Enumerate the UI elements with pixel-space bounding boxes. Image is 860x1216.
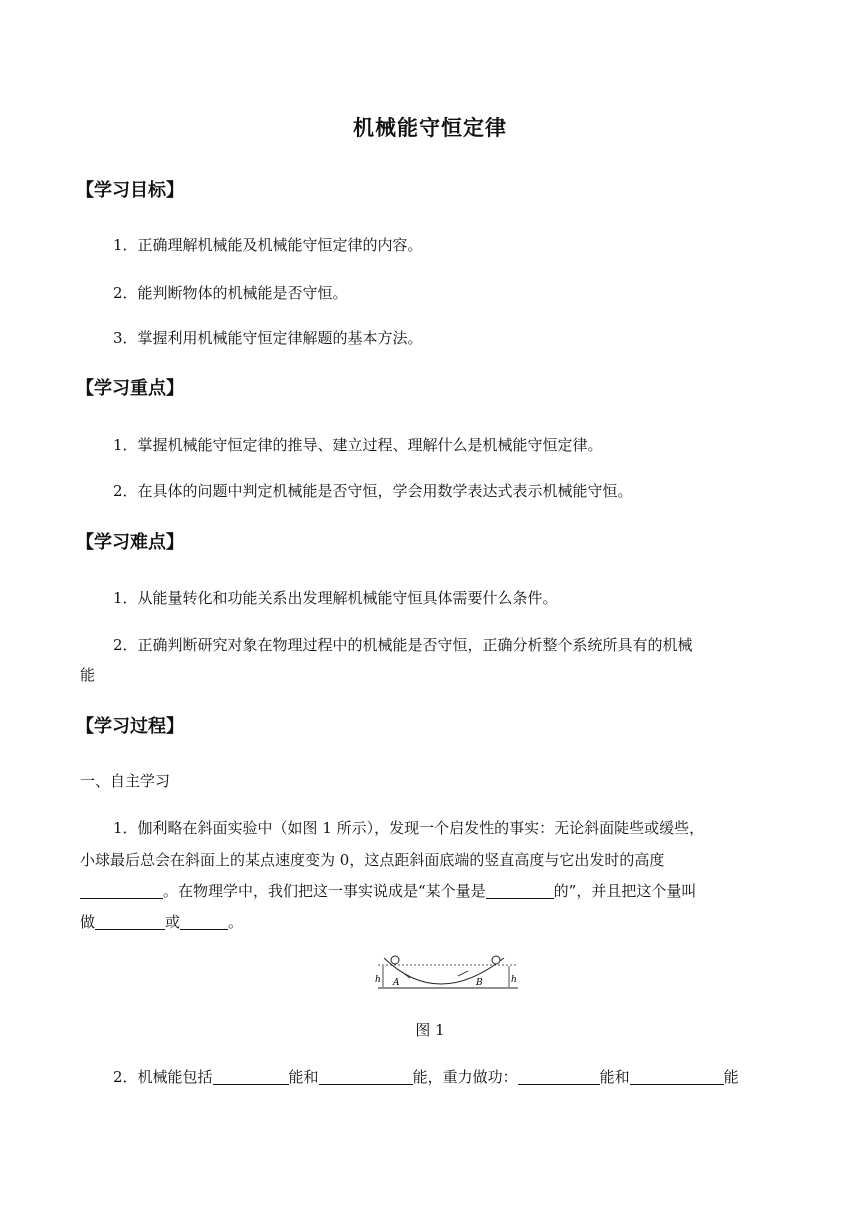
blank-7[interactable] (518, 1068, 600, 1085)
question-1-text-b: 的”，并且把这个量叫 (553, 882, 697, 900)
key-point-item-2: 2．在具体的问题中判定机械能是否守恒，学会用数学表达式表示机械能守恒。 (113, 482, 633, 500)
question-2-text-c: 能，重力做功： (412, 1068, 518, 1086)
difficulty-item-1: 1．从能量转化和功能关系出发理解机械能守恒具体需要什么条件。 (113, 589, 558, 607)
incline-curve (384, 958, 504, 984)
key-point-item-1: 1．掌握机械能守恒定律的推导、建立过程、理解什么是机械能守恒定律。 (113, 436, 603, 454)
ball-left-icon (391, 956, 399, 964)
blank-8[interactable] (630, 1068, 724, 1085)
question-1-line3 (80, 880, 696, 902)
self-study-subheading: 一、自主学习 (80, 772, 171, 790)
blank-6[interactable] (319, 1068, 413, 1085)
key-points-heading: 【学习重点】 (76, 378, 184, 399)
objective-item-1: 1．正确理解机械能及机械能守恒定律的内容。 (113, 236, 423, 254)
objectives-heading: 【学习目标】 (76, 180, 184, 201)
question-1-text-c: 做 (80, 913, 96, 931)
question-2-text-a: 2．机械能包括 (113, 1068, 213, 1086)
ball-right-icon (492, 956, 500, 964)
incline-figure (372, 952, 520, 994)
question-1-text-a: 。在物理学中，我们把这一事实说成是“某个量是 (163, 882, 486, 900)
question-1-text-e: 。 (228, 913, 244, 931)
question-1-line2: 小球最后总会在斜面上的某点速度变为 0，这点距斜面底端的竖直高度与它出发时的高度 (80, 851, 665, 869)
label-h-left: h (375, 975, 381, 985)
blank-1[interactable] (80, 882, 163, 899)
motion-arrow-right-icon (458, 971, 468, 976)
blank-3[interactable] (95, 913, 165, 930)
difficulty-item-2-line1: 2．正确判断研究对象在物理过程中的机械能是否守恒，正确分析整个系统所具有的机械 (113, 636, 693, 654)
blank-4[interactable] (180, 913, 228, 930)
figure-caption: 图 1 (415, 1021, 445, 1039)
objective-item-2: 2．能判断物体的机械能是否守恒。 (113, 284, 348, 302)
question-2-text-d: 能和 (599, 1068, 630, 1086)
page-title: 机械能守恒定律 (353, 116, 507, 140)
blank-5[interactable] (213, 1068, 289, 1085)
objective-item-3: 3．掌握利用机械能守恒定律解题的基本方法。 (113, 329, 423, 347)
blank-2[interactable] (486, 882, 554, 899)
question-2-text-b: 能和 (288, 1068, 319, 1086)
difficulties-heading: 【学习难点】 (76, 532, 184, 553)
label-a: A (393, 978, 400, 988)
process-heading: 【学习过程】 (76, 716, 184, 737)
difficulty-item-2-line2: 能 (80, 666, 96, 684)
question-1-text-d: 或 (165, 913, 181, 931)
question-2-line (113, 1066, 739, 1088)
question-1-line4 (80, 911, 243, 933)
motion-arrow-left-icon (402, 972, 410, 978)
question-2-text-e: 能 (723, 1068, 739, 1086)
label-h-right: h (511, 975, 517, 985)
label-b: B (476, 978, 483, 988)
question-1-line1: 1．伽利略在斜面实验中（如图 1 所示），发现一个启发性的事实：无论斜面陡些或缓些， (113, 819, 705, 837)
